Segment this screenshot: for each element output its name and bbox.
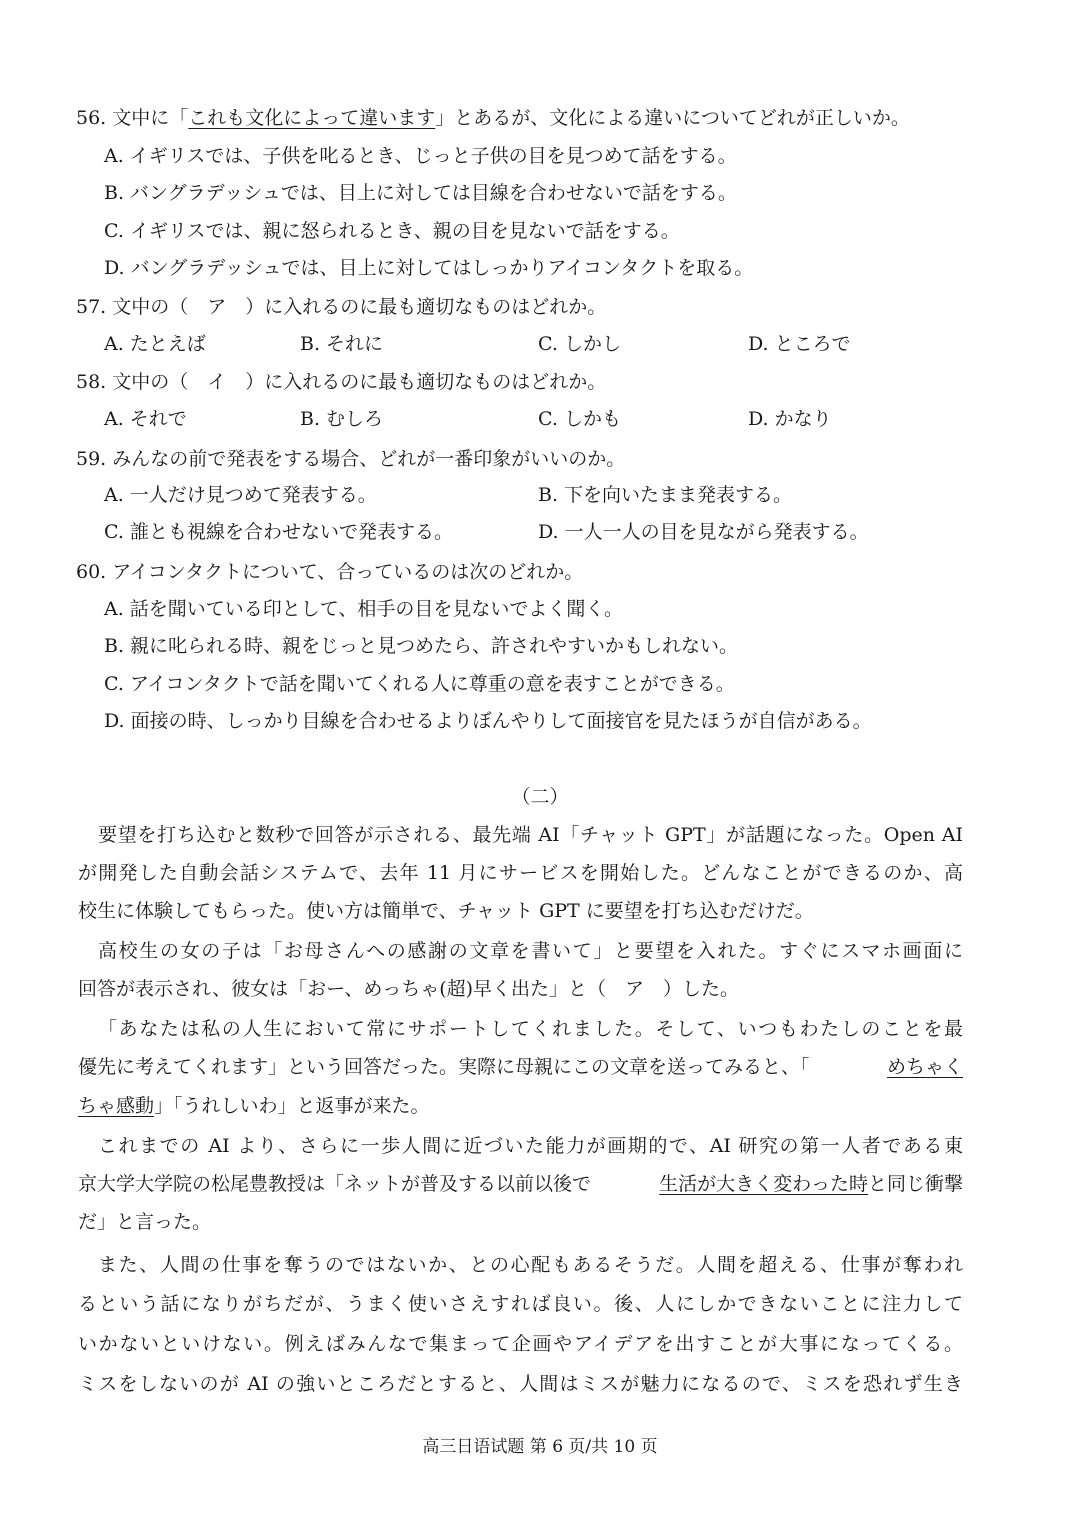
passage-text: 優先に考えてくれます」という回答だった。実際に母親にこの文章を送ってみると、「	[78, 1056, 810, 1078]
option-59-a: A. 一人だけ見つめて発表する。	[104, 484, 377, 506]
passage-line	[78, 1172, 963, 1196]
option-60-a: A. 話を聞いている印として、相手の目を見ないでよく聞く。	[104, 598, 624, 620]
page-footer: 高三日语试题 第 6 页/共 10 页	[422, 1437, 658, 1457]
option-59-b: B. 下を向いたまま発表する。	[538, 484, 793, 506]
underlined-quote: これも文化によって違います	[188, 107, 436, 129]
option-57-b: B. それに	[300, 333, 384, 355]
option-60-d: D. 面接の時、しっかり目線を合わせるよりぼんやりして面接官を見たほうが自信がある。	[104, 710, 872, 732]
question-number: 57.	[76, 296, 107, 318]
passage-line: だ」と言った。	[78, 1211, 212, 1233]
stem-text: アイコンタクトについて、合っているのは次のどれか。	[112, 561, 584, 583]
question-57-stem	[76, 295, 606, 319]
passage-text: 」「うれしいわ」と返事が来た。	[154, 1095, 430, 1117]
question-60-stem	[76, 560, 583, 584]
passage-line: 要望を打ち込むと数秒で回答が示される、最先端 AI「チャット GPT」が話題になった。Open AI	[98, 824, 963, 846]
option-59-c: C. 誰とも視線を合わせないで発表する。	[104, 521, 453, 543]
passage-line: 回答が表示され、彼女は「おー、めっちゃ(超)早く出た」と（ ア ）した。	[78, 978, 740, 1000]
option-58-d: D. かなり	[748, 408, 832, 430]
passage-line: が開発した自動会話システムで、去年 11 月にサービスを開始した。どんなことができるのか、高	[78, 862, 963, 884]
passage-line: るという話になりがちだが、うまく使いさえすれば良い。後、人にしかできないことに注力して	[78, 1293, 963, 1315]
question-number: 58.	[76, 371, 107, 393]
underlined-phrase: 生活が大きく変わった時	[659, 1173, 868, 1195]
section-title: （二）	[511, 786, 569, 808]
option-59-d: D. 一人一人の目を見ながら発表する。	[538, 521, 869, 543]
passage-line: 校生に体験してもらった。使い方は簡単で、チャット GPT に要望を打ち込むだけだ。	[78, 900, 814, 922]
option-57-c: C. しかし	[538, 333, 621, 355]
passage-line	[78, 1094, 430, 1118]
option-57-a: A. たとえば	[104, 333, 206, 355]
stem-text: 文中の（ イ ）に入れるのに最も適切なものはどれか。	[112, 371, 607, 393]
question-58-stem	[76, 370, 606, 394]
option-56-a: A. イギリスでは、子供を叱るとき、じっと子供の目を見つめて話をする。	[104, 145, 737, 167]
passage-line: 「あなたは私の人生において常にサポートしてくれました。そして、いつもわたしのことを最	[98, 1018, 963, 1040]
option-58-a: A. それで	[104, 408, 187, 430]
option-58-b: B. むしろ	[300, 408, 384, 430]
underlined-phrase: ちゃ感動	[78, 1095, 155, 1117]
option-60-b: B. 親に叱られる時、親をじっと見つめたら、許されやすいかもしれない。	[104, 635, 739, 657]
option-56-b: B. バングラデッシュでは、目上に対しては目線を合わせないで話をする。	[104, 182, 737, 204]
underlined-phrase: めちゃく	[886, 1056, 963, 1078]
question-59-stem	[76, 447, 625, 471]
question-number: 56.	[76, 107, 107, 129]
passage-text: と同じ衝撃	[867, 1173, 963, 1195]
passage-line: ミスをしないのが AI の強いところだとすると、人間はミスが魅力になるので、ミスを恐れず生き	[78, 1373, 963, 1395]
passage-line: 高校生の女の子は「お母さんへの感謝の文章を書いて」と要望を入れた。すぐにスマホ画面に	[98, 940, 963, 962]
question-56-stem	[76, 106, 910, 130]
passage-line: また、人間の仕事を奪うのではないか、との心配もあるそうだ。人間を超える、仕事が奪われ	[98, 1254, 963, 1276]
passage-line: いかないといけない。例えばみんなで集まって企画やアイデアを出すことが大事になってくる。	[78, 1333, 963, 1355]
stem-text: 文中の（ ア ）に入れるのに最も適切なものはどれか。	[112, 296, 607, 318]
question-number: 60.	[76, 561, 107, 583]
option-56-c: C. イギリスでは、親に怒られるとき、親の目を見ないで話をする。	[104, 220, 680, 242]
passage-line	[78, 1055, 963, 1079]
question-number: 59.	[76, 448, 107, 470]
stem-text: 文中に「	[112, 107, 189, 129]
stem-text: みんなの前で発表をする場合、どれが一番印象がいいのか。	[112, 448, 626, 470]
option-57-d: D. ところで	[748, 333, 851, 355]
option-60-c: C. アイコンタクトで話を聞いてくれる人に尊重の意を表すことができる。	[104, 673, 735, 695]
passage-text: 京大学大学院の松尾豊教授は「ネットが普及する以前以後で	[78, 1173, 592, 1195]
passage-line: これまでの AI より、さらに一歩人間に近づいた能力が画期的で、AI 研究の第一人者である東	[98, 1135, 963, 1157]
stem-text: 」とあるが、文化による違いについてどれが正しいか。	[435, 107, 910, 129]
option-58-c: C. しかも	[538, 408, 621, 430]
option-56-d: D. バングラデッシュでは、目上に対してはしっかりアイコンタクトを取る。	[104, 257, 754, 279]
